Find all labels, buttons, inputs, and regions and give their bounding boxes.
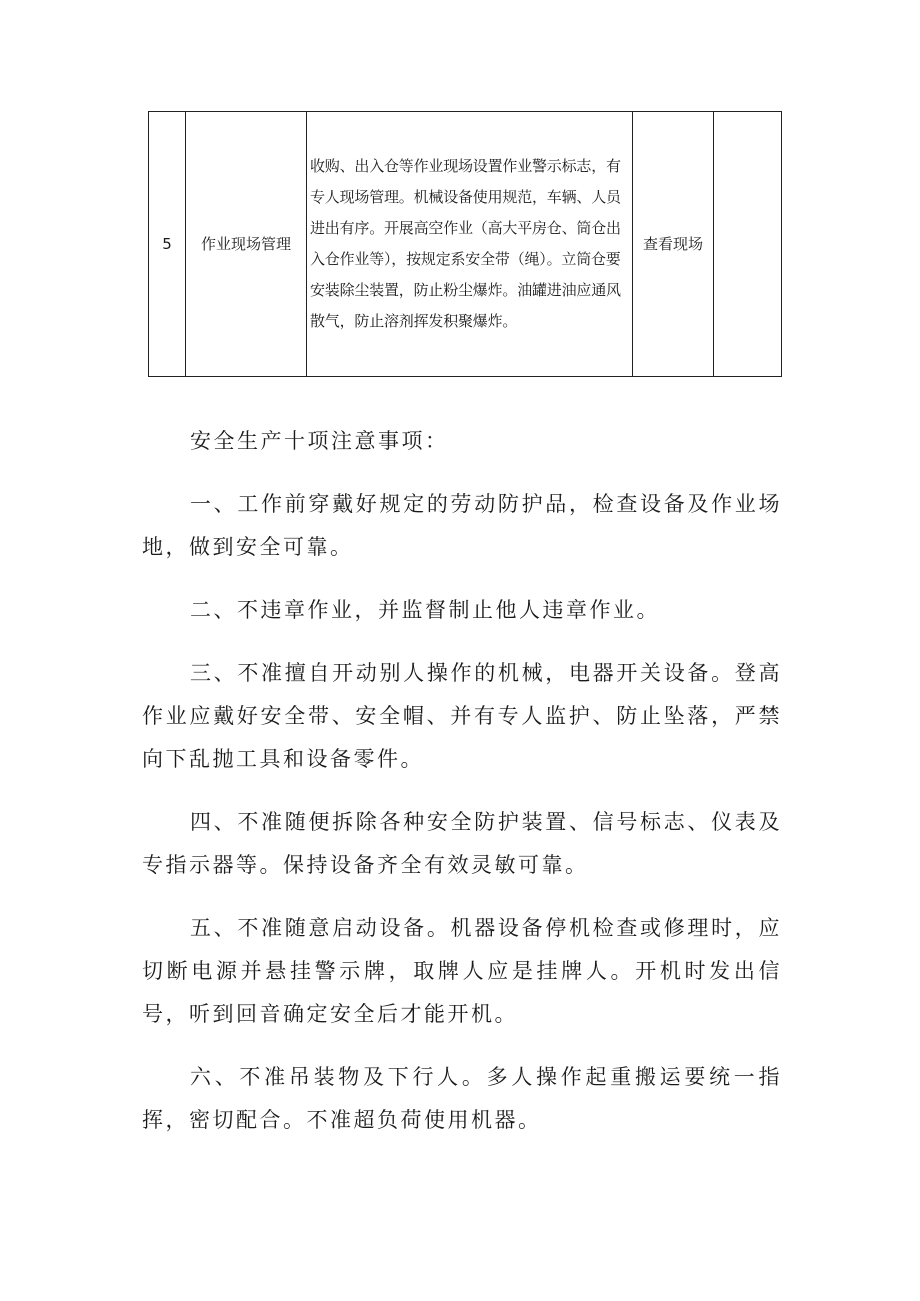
inspection-table [148,111,782,377]
method-cell [633,112,714,377]
list-item: 二、不违章作业，并监督制止他人违章作业。 [190,598,660,622]
method-text: 查看现场 [642,234,703,253]
list-item: 三、不准擅自开动别人操作的机械，电器开关设备。登高作业应戴好安全带、安全帽、并有专人监护、防止坠落，严禁向下乱抛工具和设备零件。 [142,661,782,771]
row-number-cell [149,112,186,377]
item-cell [186,112,307,377]
content-text: 收购、出入仓等作业现场设置作业警示标志，有专人现场管理。机械设备使用规范，车辆、人员进出有序。开展高空作业（高大平房仓、筒仓出入仓作业等），按规定系安全带（绳）。立筒仓要安装除尘装置，防止粉尘爆炸。油罐进油应通风散气，防止溶剂挥发积聚爆炸。 [310,157,621,330]
list-item: 六、不准吊装物及下行人。多人操作起重搬运要统一指挥，密切配合。不准超负荷使用机器。 [142,1065,782,1132]
content-cell [307,112,633,377]
list-item: 四、不准随便拆除各种安全防护装置、信号标志、仪表及专指示器等。保持设备齐全有效灵敏可靠。 [142,810,782,877]
safety-notes [142,420,782,1162]
list-item: 一、工作前穿戴好规定的劳动防护品，检查设备及作业场地，做到安全可靠。 [142,492,782,559]
result-cell [714,112,782,377]
section-heading: 安全生产十项注意事项： [190,429,449,453]
row-number: 5 [162,234,172,253]
item-name: 作业现场管理 [200,234,291,253]
list-item: 五、不准随意启动设备。机器设备停机检查或修理时，应切断电源并悬挂警示牌，取牌人应是挂牌人。开机时发出信号，听到回音确定安全后才能开机。 [142,916,782,1026]
table-row [149,112,782,377]
